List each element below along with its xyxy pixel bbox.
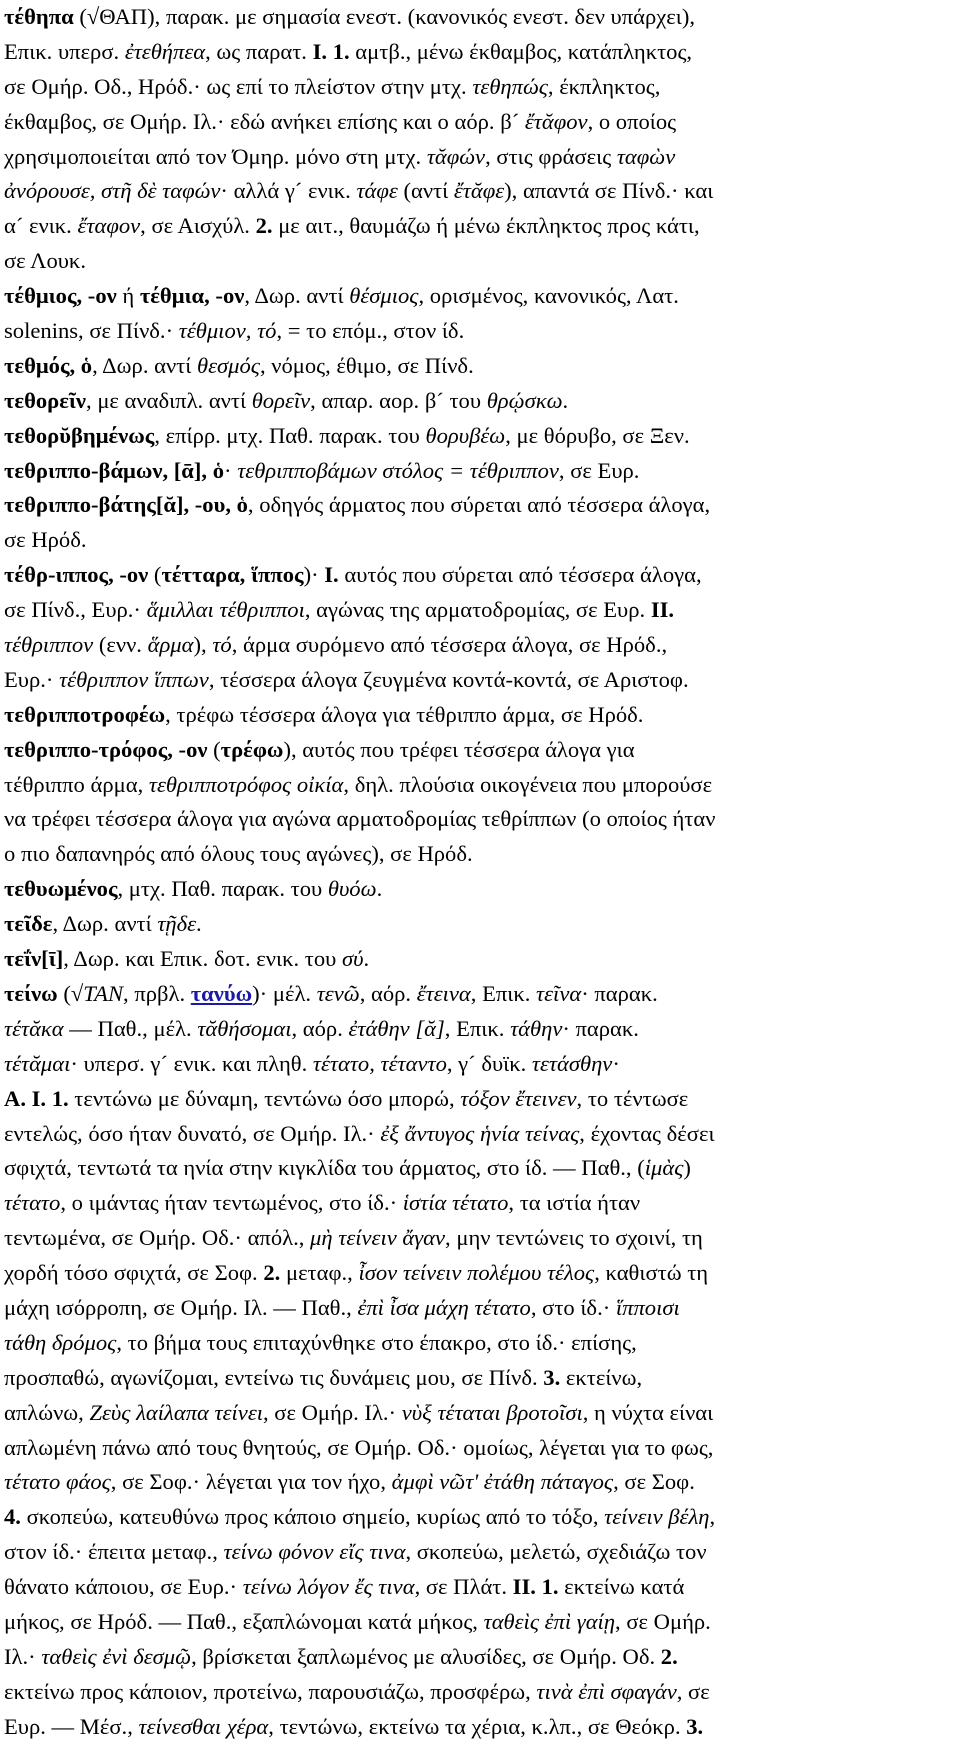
text-line [4,209,956,244]
greek-form: τείνειν βέλη [604,1504,710,1530]
text-line [4,593,956,628]
definition-text: · υπερσ. γ´ ενικ. και πληθ. [70,1050,313,1076]
definition-text: χρησιμοποιείται από τον Όμηρ. μόνο στη μτχ. [4,143,427,169]
greek-form: τεθριπποβάμων στόλος = τέθριππον [237,457,559,483]
text-line [4,628,956,663]
definition-text: Ευρ.· [4,666,60,692]
definition-text: , βρίσκεται ξαπλωμένος με αλυσίδες, σε Ομήρ. Οδ. [191,1643,661,1669]
text-line [4,733,956,768]
headword: 2. [660,1643,678,1669]
definition-text: (√ΘΑΠ), παρακ. με σημασία ενεστ. (κανονικός ενεστ. δεν υπάρχει), [73,4,696,29]
definition-text: )· [303,562,325,588]
definition-text: , αόρ. [291,1015,349,1041]
headword: II. 1. [512,1574,559,1600]
definition-text: ), [193,632,213,658]
headword: τεθριππο-βάτης[ᾰ], -ου, ὁ [4,492,248,518]
definition-text: (√ [57,980,84,1006]
greek-form: ταθεὶς ἐπὶ γαίῃ [483,1608,616,1634]
text-line [4,1291,956,1326]
definition-text: ( [148,562,162,588]
definition-text: · παρακ. [562,1015,639,1041]
greek-form: τᾰθήσομαι [197,1015,292,1041]
headword: I. 1. [312,38,350,64]
headword: 3. [686,1713,704,1739]
greek-form: τέθριππον ἵππων [59,666,209,692]
definition-text: , σε Ομήρ. [615,1608,711,1634]
definition-text: , η νύχτα είναι [582,1399,714,1425]
definition-text: σκοπεύω, κατευθύνω προς κάποιο σημείο, κυρίως από το τόξο, [20,1504,605,1530]
text-line [4,35,956,70]
definition-text: μεταφ., [280,1260,359,1286]
definition-text: Ιλ.· [4,1643,42,1669]
text-line [4,1465,956,1500]
text-line [4,70,956,105]
greek-form: τεθηπώς [472,73,548,99]
greek-form: ἐτάθην [ᾰ] [348,1015,445,1041]
text-line [4,314,956,349]
text-line [4,837,956,872]
greek-form: θρῴσκω [486,387,563,413]
text-line [4,1396,956,1431]
greek-form: ταφὼν [616,143,676,169]
text-line [4,802,956,837]
cross-reference-link[interactable]: τανύω [190,980,253,1006]
text-line [4,1675,956,1710]
text-line [4,1605,956,1640]
definition-text: . [562,387,569,413]
greek-form: θορεῖν [251,387,311,413]
definition-text: , Δωρ. αντί [92,352,197,378]
greek-form: ΤΑΝ [83,980,124,1006]
definition-text: απλωμένη πάνω από τους θνητούς, σε Ομήρ. Οδ.· ομοίως, λέγεται για το φως, [4,1434,714,1460]
definition-text: εντελώς, όσο ήταν δυνατό, σε Ομήρ. Ιλ.· [4,1120,381,1146]
headword: τεθυωμένος [4,876,118,902]
definition-text: , αόρ. [359,980,417,1006]
greek-form: ταθεὶς ἐνὶ δεσμῷ [41,1643,192,1669]
definition-text: να τρέφει τέσσερα άλογα για αγώνα αρματοδρομίας τεθρίππων (ο οποίος ήταν [4,806,716,832]
definition-text: , έκπληκτος, [547,73,661,99]
headword: 2. [255,213,273,239]
definition-text: ( [207,736,221,762]
definition-text: , σκοπεύω, μελετώ, σχεδιάζω τον [405,1539,707,1565]
definition-text: , μην τεντώνεις το σχοινί, τη [445,1225,703,1251]
text-line [4,0,956,35]
headword: τεθριπποτροφέω [4,701,166,727]
text-line [4,1256,956,1291]
headword: τεθριππο-βάμων, [ᾱ], ὁ [4,457,225,483]
definition-text: μήκος, σε Ηρόδ. — Παθ., εξαπλώνομαι κατά μήκος, [4,1608,484,1634]
definition-text: εκτείνω προς κάποιον, προτείνω, παρουσιάζω, προσφέρω, [4,1678,537,1704]
greek-form: τάθη δρόμος [4,1329,117,1355]
greek-form: τείνω λόγον ἔς τινα [242,1574,415,1600]
text-line [4,1221,956,1256]
definition-text: ο πιο δαπανηρός από όλους τους αγώνες), σε Ηρόδ. [4,841,473,867]
definition-text: , σε Πλάτ. [414,1574,513,1600]
definition-text: — Παθ., μέλ. [63,1015,198,1041]
headword: II. [650,597,675,623]
headword: τεθμός, ὁ [4,352,93,378]
text-line [4,1361,956,1396]
text-line [4,1117,956,1152]
text-line [4,872,956,907]
definition-text: σε Ηρόδ. [4,527,87,553]
definition-text: . [363,946,370,972]
greek-form: τάθην [510,1015,563,1041]
text-line [4,1082,956,1117]
definition-text: , σε Σοφ.· λέγεται για τον ήχο, [110,1469,392,1495]
definition-text: , στο ίδ.· [530,1294,616,1320]
greek-form: ἐξ ἄντυγος ἡνία τείνας [380,1120,580,1146]
text-line [4,1431,956,1466]
text-line [4,907,956,942]
definition-text: , Επικ. [444,1015,511,1041]
greek-form: τό [212,632,232,658]
headword: 2. [263,1260,281,1286]
greek-form: τετάσθην [531,1050,613,1076]
definition-text: Ευρ. — Μέσ., [4,1713,139,1739]
definition-text: , το βήμα τους επιταχύνθηκε στο έπακρο, στο ίδ.· επίσης, [116,1329,637,1355]
greek-form: ἅρμα [147,632,194,658]
definition-text: τεντώνω με δύναμη, τεντώνω όσο μπορώ, [68,1085,461,1111]
greek-form: θορυβέω [425,422,506,448]
headword: τεθριππο-τρόφος, -ον [4,736,208,762]
definition-text: ), απαντά σε Πίνδ.· και [504,178,714,204]
definition-text: , επίρρ. μτχ. Παθ. παρακ. του [154,422,426,448]
definition-text: , σε [676,1678,710,1704]
text-line [4,1012,956,1047]
greek-form: τόξον ἔτεινεν [460,1085,577,1111]
text-line [4,1640,956,1675]
definition-text: χορδή τόσο σφιχτά, σε Σοφ. [4,1260,264,1286]
definition-text: , απαρ. αορ. β´ του [310,387,487,413]
definition-text: αυτός που σύρεται από τέσσερα άλογα, [338,562,702,588]
headword: τέθρ-ιππος, -ον [4,562,149,588]
definition-text: , το τέντωσε [576,1085,689,1111]
text-line [4,279,956,314]
definition-text: , δηλ. πλούσια οικογένεια που μπορούσε [343,771,713,797]
greek-form: τέτατο, τέταντο [312,1050,447,1076]
definition-text: θάνατο κάποιου, σε Ευρ.· [4,1574,243,1600]
text-line [4,663,956,698]
definition-text: · [224,457,238,483]
headword: τεῖδε [4,911,53,937]
definition-text: εκτείνω, [560,1364,643,1390]
definition-text: , ως παρατ. [205,38,313,64]
definition-text: . [376,876,383,902]
greek-form: ἔταφον [77,213,141,239]
headword: τείνω [4,980,58,1006]
definition-text: · [612,1050,620,1076]
text-line [4,977,956,1012]
greek-form: τεῖνα [536,980,582,1006]
definition-text: , με θόρυβο, σε Ξεν. [505,422,690,448]
definition-text: , ο οποίος [587,108,677,134]
greek-form: θεσμός [196,352,260,378]
greek-form: ἵπποισι [615,1294,680,1320]
greek-form: ἀνόρουσε, στῆ δὲ ταφών [4,178,221,204]
headword: τεθορῠβημένως [4,422,155,448]
definition-text: ) [683,1155,691,1181]
greek-form: τέτατο [4,1190,61,1216]
greek-form: νὺξ τέταται βροτοῖσι [401,1399,583,1425]
definition-text: ή [116,283,140,309]
headword: τέτταρα, ἵππος [161,562,304,588]
text-line [4,1570,956,1605]
greek-form: σύ [341,946,364,972]
definition-text: (ενν. [93,632,148,658]
text-line [4,349,956,384]
greek-form: τινὰ ἐπὶ σφαγάν [536,1678,677,1704]
greek-form: τέτᾰκα [4,1015,64,1041]
greek-form: τῇδε [157,911,197,937]
definition-text: , άρμα συρόμενο από τέσσερα άλογα, σε Ηρόδ., [231,632,668,658]
definition-text: , στις φράσεις [485,143,617,169]
text-line [4,698,956,733]
greek-form: μὴ τείνειν ἄγαν [310,1225,446,1251]
text-line [4,1186,956,1221]
definition-text: , νόμος, έθιμο, σε Πίνδ. [259,352,474,378]
headword: τέθμιος, -ον [4,283,117,309]
greek-form: τάφε [356,178,398,204]
text-line [4,523,956,558]
definition-text: solenins, σε Πίνδ.· [4,318,179,344]
greek-form: ἐτεθήπεα [124,38,206,64]
headword: τέθηπα [4,4,74,29]
text-line [4,1535,956,1570]
definition-text: α´ ενικ. [4,213,78,239]
definition-text: , με αναδιπλ. αντί [86,387,252,413]
definition-text: σε Λουκ. [4,248,86,274]
definition-text: , Δωρ. αντί [52,911,158,937]
definition-text: Επικ. υπερσ. [4,38,125,64]
definition-text: , καθιστώ τη [594,1260,709,1286]
greek-form: ἐπὶ ἶσα μάχη τέτατο [357,1294,531,1320]
text-line [4,768,956,803]
definition-text: σε Ομήρ. Οδ., Ηρόδ.· ως επί το πλείστον στην μτχ. [4,73,473,99]
headword: I. [324,562,339,588]
definition-text: , σε Ομήρ. Ιλ.· [263,1399,402,1425]
definition-text: )· μέλ. [252,980,317,1006]
text-line [4,105,956,140]
definition-text: σφιχτά, τεντωτά τα ηνία στην κιγκλίδα του άρματος, στο ίδ. — Παθ., ( [4,1155,645,1181]
definition-text: · αλλά γ´ ενικ. [220,178,357,204]
headword: τέθμια, -ον [139,283,245,309]
definition-text: στον ίδ.· έπειτα μεταφ., [4,1539,224,1565]
greek-form: τέτατο φάος [4,1469,111,1495]
definition-text: με αιτ., θαυμάζω ή μένω έκπληκτος προς κάτι, [272,213,700,239]
greek-form: τείνεσθαι χέρα [138,1713,269,1739]
definition-text: απλώνω, [4,1399,90,1425]
definition-text: , Δωρ. και Επικ. δοτ. ενικ. του [63,946,342,972]
definition-text: , Δωρ. αντί [244,283,350,309]
definition-text: , αγώνας της αρματοδρομίας, σε Ευρ. [304,597,651,623]
greek-form: ἅμιλλαι τέθριπποι [146,597,305,623]
definition-text: , σε Σοφ. [613,1469,695,1495]
text-line [4,942,956,977]
greek-form: ἱστία τέτατο [402,1190,509,1216]
definition-text: έκθαμβος, σε Ομήρ. Ιλ.· εδώ ανήκει επίσης και ο αόρ. β´ [4,108,525,134]
text-line [4,174,956,209]
definition-text: , [709,1504,716,1530]
definition-text: , ορισμένος, κανονικός, Λατ. [418,283,679,309]
definition-text: , έχοντας δέσει [579,1120,715,1146]
text-line [4,244,956,279]
text-line [4,419,956,454]
definition-text: μάχη ισόρροπη, σε Ομήρ. Ιλ. — Παθ., [4,1294,358,1320]
definition-text: (αντί [397,178,454,204]
greek-form: θέσμιος [349,283,419,309]
definition-text: , τρέφω τέσσερα άλογα για τέθριππο άρμα, σε Ηρόδ. [165,701,644,727]
definition-text: , σε Αισχύλ. [140,213,256,239]
text-line [4,1151,956,1186]
definition-text: , σε Ευρ. [558,457,640,483]
definition-text: αμτβ., μένω έκθαμβος, κατάπληκτος, [349,38,693,64]
definition-text: , οδηγός άρματος που σύρεται από τέσσερα άλογα, [247,492,711,518]
definition-text: τέθριππο άρμα, [4,771,149,797]
greek-form: ἱμὰς [644,1155,684,1181]
greek-form: Ζεὺς λαίλαπα τείνει [89,1399,263,1425]
text-line [4,454,956,489]
text-line [4,488,956,523]
text-line [4,1047,956,1082]
text-line [4,1326,956,1361]
greek-form: τείνω φόνον εἴς τινα [223,1539,406,1565]
definition-text: . [196,911,202,937]
definition-text: , = το επόμ., στον ίδ. [276,318,465,344]
greek-form: ἔτεινα [416,980,471,1006]
text-line [4,558,956,593]
greek-form: ἀμφὶ νῶτ' ἐτάθη πάταγος [391,1469,614,1495]
greek-form: τέθμιον, τό [178,318,277,344]
definition-text: τεντωμένα, σε Ομήρ. Οδ.· απόλ., [4,1225,311,1251]
headword: τεΐν[ῑ] [4,946,64,972]
greek-form: τενῶ [316,980,360,1006]
greek-form: τέθριππον [4,632,94,658]
definition-text: , ο ιμάντας ήταν τεντωμένος, στο ίδ.· [60,1190,403,1216]
definition-text: , τεντώνω, εκτείνω τα χέρια, κ.λπ., σε Θεόκρ. [268,1713,687,1739]
greek-form: ἔτᾰφον [524,108,588,134]
text-line [4,384,956,419]
headword: A. I. 1. [4,1085,69,1111]
greek-form: θυόω [327,876,377,902]
greek-form: τᾰφών [426,143,486,169]
definition-text: , τα ιστία ήταν [508,1190,641,1216]
definition-text: , Επικ. [470,980,537,1006]
headword: τεθορεῖν [4,387,87,413]
greek-form: ἔτᾰφε [453,178,505,204]
greek-form: τέτᾰμαι [4,1050,71,1076]
definition-text: · παρακ. [581,980,658,1006]
headword: τρέφω [220,736,284,762]
definition-text: , μτχ. Παθ. παρακ. του [117,876,328,902]
headword: 3. [543,1364,561,1390]
definition-text: , τέσσερα άλογα ζευγμένα κοντά-κοντά, σε Αριστοφ. [208,666,689,692]
definition-text: , γ´ δυϊκ. [446,1050,532,1076]
greek-form: ἶσον τείνειν πολέμου τέλος [358,1260,595,1286]
definition-text: σε Πίνδ., Ευρ.· [4,597,147,623]
text-line [4,1500,956,1535]
definition-text: εκτείνω κατά [558,1574,685,1600]
definition-text: , πρβλ. [123,980,191,1006]
definition-text: προσπαθώ, αγωνίζομαι, εντείνω τις δυνάμεις μου, σε Πίνδ. [4,1364,544,1390]
definition-text: ), αυτός που τρέφει τέσσερα άλογα για [283,736,635,762]
text-line [4,140,956,175]
greek-form: τεθριπποτρόφος οἰκία [148,771,344,797]
text-line [4,1710,956,1745]
headword: 4. [4,1504,21,1530]
